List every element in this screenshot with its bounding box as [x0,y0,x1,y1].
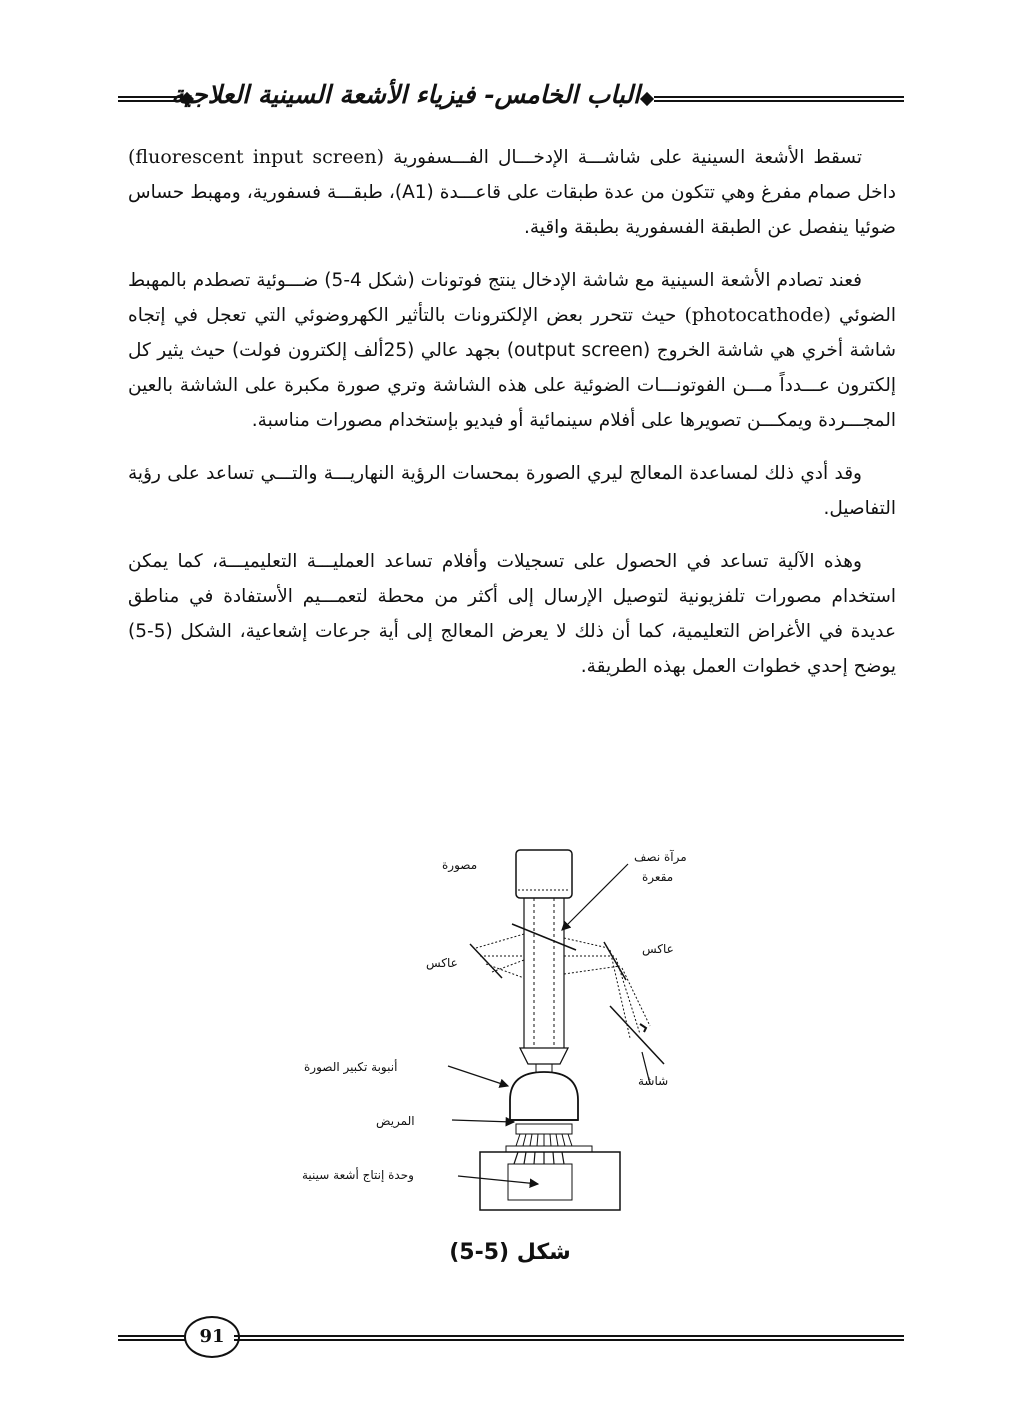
body-text [128,140,896,702]
footer-rule-left [118,1335,186,1341]
label-reflector-left: عاكس [426,956,458,970]
paragraph-4 [128,544,896,684]
paragraph-3-text: وقد أدي ذلك لمساعدة المعالج ليري الصورة بمحسات الرؤية النهاريـــة والتـــي تساعد على رؤية التفاصيل. [128,463,896,519]
label-half-mirror-line1: مرآة نصف [634,850,687,864]
page-number: 91 [184,1316,240,1358]
reflector-left-mirror [470,944,502,978]
header-diamond-right-icon [640,92,654,106]
paragraph-2-text-b: حيث تتحرر بعض الإلكترونات بالتأثير الكهروضوئي التي تعجل في إتجاه شاشة أخري هي شاشة الخروج (output screen) بجهد عالي (25ألف إلكترون فولت) حيث يثير كل إلكترون عـــدداً مـــن الفوتونـــات الضوئية على هذه الشاشة وتري صورة مكبرة على الشاشة بالعين المجـــردة ويمكـــن تصويرها على أفلام سينمائية أو فيديو بإستخدام مصورات مناسبة. [128,305,897,431]
paragraph-1-english-term: (fluorescent input screen) [128,146,385,168]
half-mirror [512,924,576,950]
column-lens [520,1048,568,1064]
header-rule-right [654,96,904,102]
paragraph-1 [128,140,896,245]
arrow-intensifier [448,1066,508,1086]
label-half-mirror-line2: مقعرة [642,870,674,884]
arrow-patient [452,1120,514,1122]
camera-body [516,850,572,898]
label-patient: المريض [376,1114,415,1128]
figure-caption: شكل (5-5) [449,1240,571,1265]
paragraph-2 [128,263,896,438]
paragraph-3 [128,456,896,526]
paragraph-2-text-a: فعند تصادم الأشعة السينية مع شاشة الإدخال ينتج فوتونات (شكل 4-5) ضـــوئية تصطدم بالمهبط الضوئي [128,270,897,326]
fluoroscopy-diagram [280,838,720,1218]
label-xray-unit: وحدة إنتاج أشعة سينية [302,1168,414,1182]
arrow-xray-unit [458,1176,538,1184]
label-intensifier: أنبوبة تكبير الصورة [304,1060,398,1074]
paragraph-1-text-a: تسقط الأشعة السينية على شاشـــة الإدخـــال الفـــسفورية [384,147,863,168]
small-mark [640,1024,646,1032]
patient-table [506,1146,592,1152]
label-reflector-right: عاكس [642,942,674,956]
chapter-title: الباب الخامس- فيزياء الأشعة السينية العلاجية [171,80,640,109]
paragraph-2-english-term: (photocathode) [684,304,831,326]
label-screen: شاشة [638,1074,669,1088]
page-header [118,74,904,124]
viewing-screen [610,1006,664,1064]
page-footer [118,1312,904,1362]
image-intensifier-tube [510,1072,578,1120]
paragraph-4-text: وهذه الآلية تساعد في الحصول على تسجيلات وأفلام تساعد العمليـــة التعليميـــة، كما يمكن استخدام مصورات تلفزيونية لتوصيل الإرسال إلى أكثر من محطة لتعمـــيم الأستفادة في مناطق عديدة في الأغراض التعليمية، كما أن ذلك لا يعرض المعالج إلى أية جرعات إشعاعية، الشكل (5-5) يوضح إحدي خطوات العمل بهذه الطريقة. [128,551,896,677]
patient-body [516,1124,572,1134]
label-camera: مصورة [442,858,478,872]
xray-unit-box [480,1152,620,1210]
footer-rule-right [234,1335,904,1341]
figure-5-5 [280,838,720,1218]
paragraph-1-text-b: داخل صمام مفرغ وهي تتكون من عدة طبقات على قاعـــدة (A1)، طبقـــة فسفورية، ومهبط حساس ضوئيا ينفصل عن الطبقة الفسفورية بطبقة واقية. [128,182,896,238]
